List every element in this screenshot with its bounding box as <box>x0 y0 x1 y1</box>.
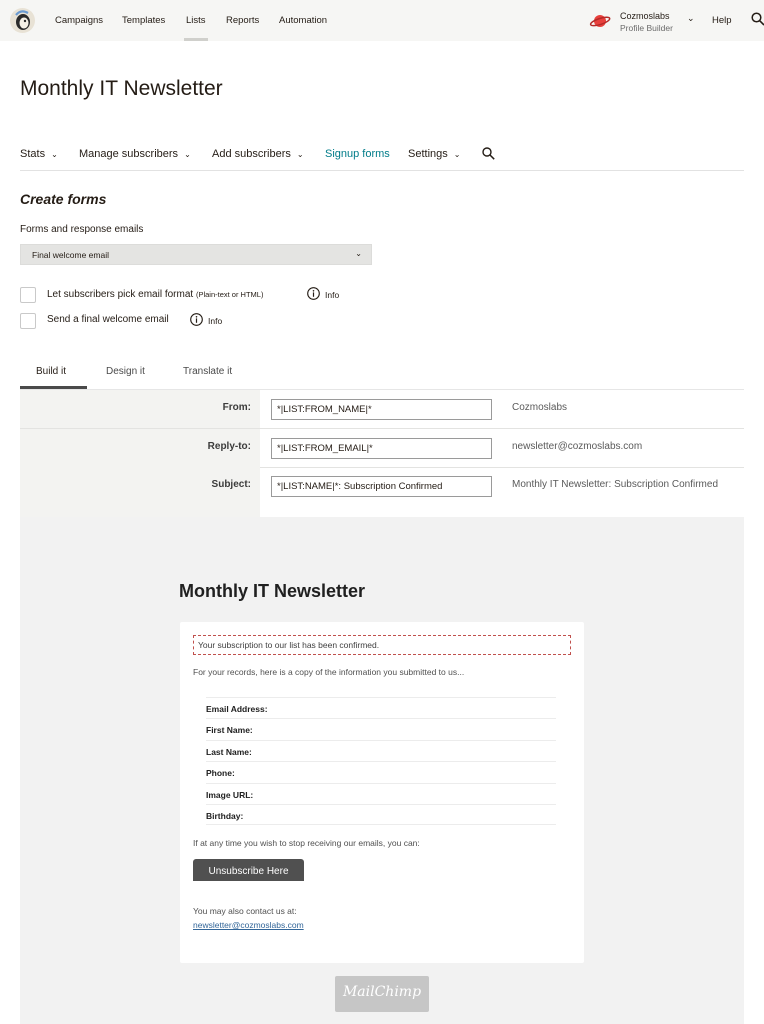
reply-to-preview: newsletter@cozmoslabs.com <box>512 441 643 452</box>
subject-label-cell-ext <box>20 506 260 517</box>
subnav-add-label: Add subscribers <box>212 148 291 160</box>
subject-preview: Monthly IT Newsletter: Subscription Confirmed <box>512 479 719 490</box>
info-field-row <box>206 697 556 718</box>
pick-format-hint: (Plain-text or HTML) <box>195 290 264 299</box>
from-input[interactable] <box>271 399 492 420</box>
image-url-label: Image URL: <box>206 790 254 800</box>
chevron-down-icon: ⌄ <box>184 150 191 159</box>
reply-to-row <box>20 429 744 468</box>
chevron-down-icon: ⌄ <box>355 249 362 258</box>
info-field-row <box>206 740 556 761</box>
first-name-label: First Name: <box>206 725 253 735</box>
reply-to-label: Reply-to: <box>207 441 251 452</box>
from-label: From: <box>222 402 251 413</box>
contact-text: You may also contact us at: <box>193 906 297 916</box>
confirmation-message-box[interactable] <box>193 635 571 655</box>
subnav-divider <box>20 170 744 171</box>
final-welcome-label: Send a final welcome email <box>47 314 169 325</box>
subnav-manage-subscribers[interactable] <box>79 148 191 160</box>
info-icon[interactable] <box>307 287 320 300</box>
from-row <box>20 390 744 429</box>
account-name[interactable]: Cozmoslabs <box>620 11 670 21</box>
records-text: For your records, here is a copy of the information you submitted to us... <box>193 667 465 677</box>
tab-design-it[interactable]: Design it <box>106 366 145 377</box>
forms-select-value: Final welcome email <box>32 250 109 260</box>
top-nav <box>0 0 764 41</box>
create-forms-heading: Create forms <box>20 191 107 207</box>
info-field-row <box>206 783 556 804</box>
nav-campaigns[interactable]: Campaigns <box>55 15 104 26</box>
pick-format-info-link[interactable]: Info <box>325 290 340 300</box>
pick-format-text: Let subscribers pick email format <box>47 289 194 300</box>
info-field-row <box>206 718 556 739</box>
subnav-settings[interactable] <box>408 148 460 160</box>
subnav-stats-label: Stats <box>20 148 46 160</box>
phone-label: Phone: <box>206 768 235 778</box>
subnav-signup-forms[interactable] <box>325 148 390 160</box>
email-title: Monthly IT Newsletter <box>179 581 366 601</box>
forms-select[interactable] <box>20 244 372 265</box>
confirmation-text: Your subscription to our list has been confirmed. <box>198 640 380 650</box>
subnav-manage-label: Manage subscribers <box>79 148 179 160</box>
account-chevron-down-icon[interactable]: ⌄ <box>687 13 695 23</box>
from-preview: Cozmoslabs <box>512 402 568 413</box>
final-welcome-checkbox[interactable] <box>20 313 36 329</box>
subject-row <box>20 467 744 506</box>
pick-format-checkbox[interactable] <box>20 287 36 303</box>
nav-reports[interactable]: Reports <box>226 15 260 26</box>
nav-active-indicator <box>184 38 208 41</box>
chevron-down-icon: ⌄ <box>51 150 58 159</box>
unsubscribe-button[interactable]: Unsubscribe Here <box>193 859 304 881</box>
reply-to-input[interactable] <box>271 438 492 459</box>
subnav-settings-label: Settings <box>408 148 448 160</box>
help-link[interactable]: Help <box>712 15 732 26</box>
nav-lists[interactable]: Lists <box>186 15 206 26</box>
tab-build-it[interactable]: Build it <box>36 366 67 377</box>
subject-label: Subject: <box>211 479 251 490</box>
email-address-label: Email Address: <box>206 704 268 714</box>
stop-receiving-text: If at any time you wish to stop receiving our emails, you can: <box>193 838 420 848</box>
subnav-add-subscribers[interactable] <box>212 148 304 160</box>
info-field-row <box>206 761 556 782</box>
subnav-signup-label: Signup forms <box>325 148 390 160</box>
chevron-down-icon: ⌄ <box>453 150 461 159</box>
subject-input[interactable] <box>271 476 492 497</box>
info-icon[interactable] <box>190 313 203 326</box>
mailchimp-logo-icon[interactable] <box>9 7 36 34</box>
pick-format-label <box>47 289 263 300</box>
chevron-down-icon: ⌄ <box>296 150 304 159</box>
page-title: Monthly IT Newsletter <box>20 77 223 100</box>
nav-templates[interactable]: Templates <box>122 15 166 26</box>
account-planet-icon[interactable] <box>589 13 611 29</box>
tab-translate-it[interactable]: Translate it <box>183 366 233 377</box>
info-field-row <box>206 804 556 825</box>
forms-label: Forms and response emails <box>20 224 144 235</box>
account-subtitle[interactable]: Profile Builder <box>620 23 673 33</box>
birthday-label: Birthday: <box>206 811 244 821</box>
mailchimp-badge[interactable] <box>335 976 429 1012</box>
mailchimp-badge-text: MailChimp <box>342 984 422 1000</box>
contact-email-link[interactable]: newsletter@cozmoslabs.com <box>193 920 304 930</box>
subnav-search-icon[interactable] <box>482 147 495 160</box>
search-icon[interactable] <box>751 12 764 26</box>
subnav-stats[interactable] <box>20 148 58 160</box>
nav-automation[interactable]: Automation <box>279 15 328 26</box>
final-welcome-info-link[interactable]: Info <box>208 316 223 326</box>
last-name-label: Last Name: <box>206 747 252 757</box>
